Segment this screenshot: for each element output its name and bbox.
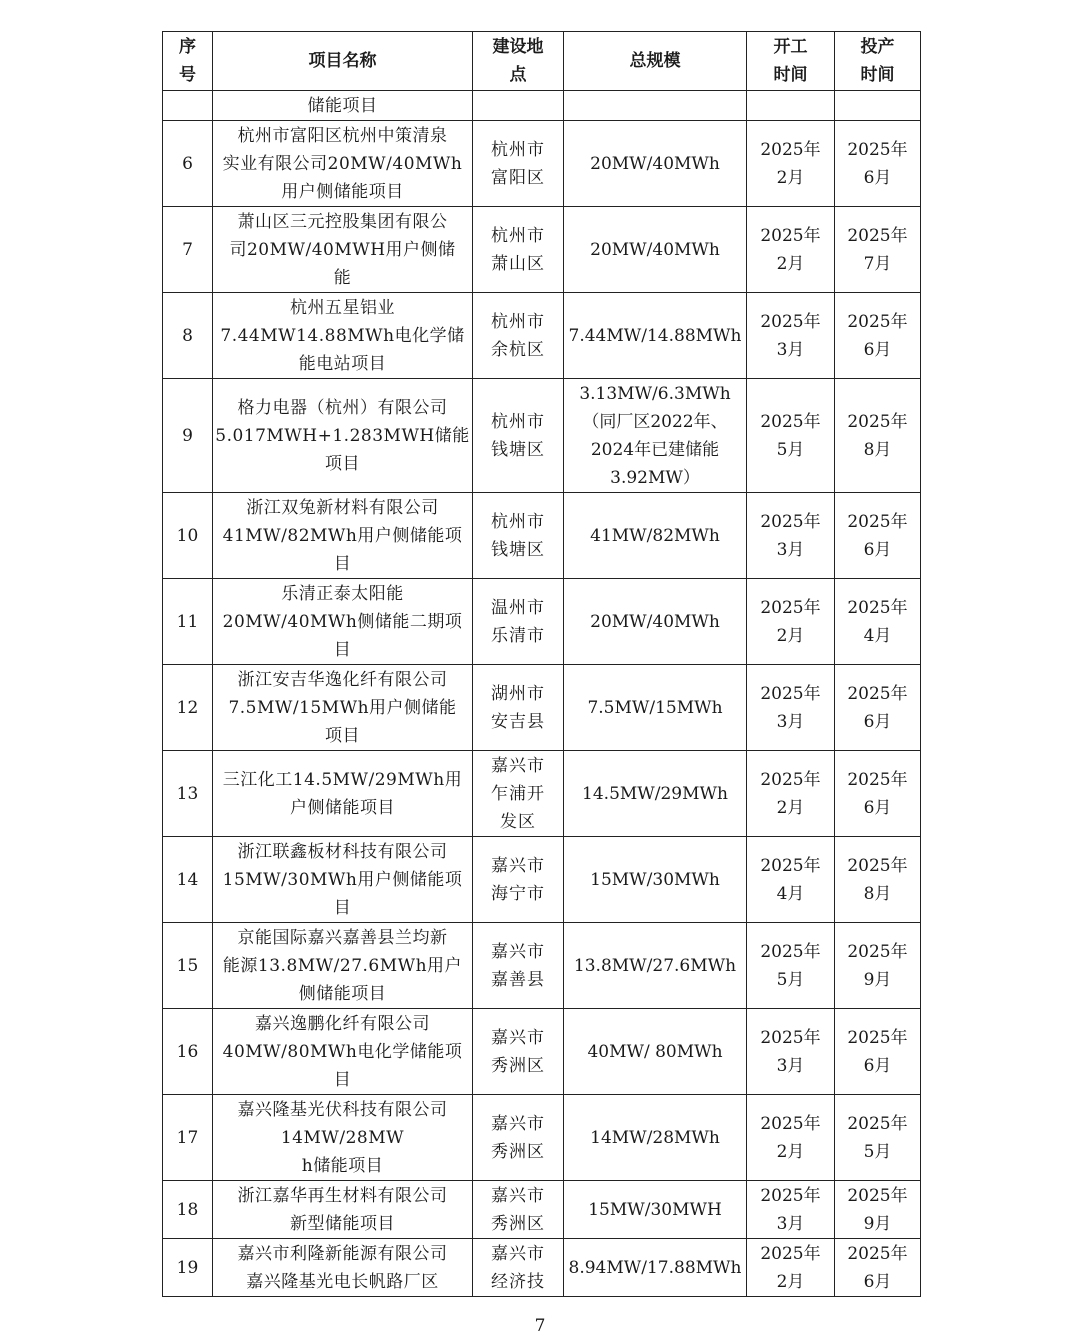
seq-cell (163, 1181, 213, 1239)
cell-line: 2025年 (847, 411, 908, 432)
cell-line: 新型储能项目 (290, 1213, 395, 1234)
production-time-cell (835, 91, 921, 121)
project-name-cell (213, 493, 473, 579)
cell-line: 13 (176, 783, 199, 804)
project-name-cell (213, 1239, 473, 1297)
table-row (163, 837, 921, 923)
cell-line: 2025年 (847, 769, 908, 790)
cell-line: 6月 (863, 339, 892, 360)
project-name-cell (213, 207, 473, 293)
cell-line: 40MW/ 80MWh (587, 1041, 723, 1062)
cell-line: 17 (176, 1127, 199, 1148)
cell-line: 乐清正泰太阳能 (281, 583, 404, 604)
cell-line: 杭州市 (491, 225, 545, 246)
cell-line: 5月 (863, 1141, 892, 1162)
cell-line: 嘉兴隆基光电长帆路厂区 (246, 1271, 439, 1292)
location-cell (473, 751, 564, 837)
header-production-time (835, 32, 921, 91)
cell-line: 萧山区三元控股集团有限公 (237, 211, 448, 232)
cell-line: 2025年 (847, 1027, 908, 1048)
cell-line: 41MW/82MWh (590, 525, 720, 546)
cell-line: 2025年 (847, 683, 908, 704)
project-name-cell (213, 91, 473, 121)
cell-line: 开工 (773, 37, 808, 57)
table-row (163, 1095, 921, 1181)
cell-line: 杭州市 (491, 311, 545, 332)
cell-line: 3月 (776, 1213, 805, 1234)
location-cell (473, 91, 564, 121)
cell-line: 16 (176, 1041, 199, 1062)
start-time-cell (747, 1181, 835, 1239)
location-cell (473, 665, 564, 751)
scale-cell (564, 751, 747, 837)
location-cell (473, 379, 564, 493)
cell-line: 7.44MW/14.88MWh (568, 325, 742, 346)
cell-line: 20MW/40MWh (590, 239, 720, 260)
cell-line: 2025年 (760, 1113, 821, 1134)
cell-line: 乍浦开 (491, 783, 545, 804)
cell-line: 嘉兴市 (491, 755, 545, 776)
cell-line: 嘉兴市 (491, 1027, 545, 1048)
cell-line: 3月 (776, 711, 805, 732)
production-time-cell (835, 293, 921, 379)
header-scale (564, 32, 747, 91)
seq-cell (163, 1095, 213, 1181)
cell-line: 点 (509, 65, 527, 85)
cell-line: 2月 (776, 1271, 805, 1292)
table-row (163, 121, 921, 207)
cell-line: 海宁市 (491, 883, 545, 904)
start-time-cell (747, 1239, 835, 1297)
scale-cell (564, 579, 747, 665)
cell-line: 14.5MW/29MWh (582, 783, 728, 804)
cell-line: 2025年 (847, 1243, 908, 1264)
cell-line: 2025年 (760, 941, 821, 962)
seq-cell (163, 379, 213, 493)
cell-line: 5月 (776, 439, 805, 460)
cell-line: 4月 (776, 883, 805, 904)
table-row (163, 665, 921, 751)
cell-line: 11 (176, 611, 199, 632)
cell-line: 3月 (776, 539, 805, 560)
cell-line: 能电站项目 (298, 353, 387, 374)
project-name-cell (213, 751, 473, 837)
cell-line: 8 (182, 325, 193, 346)
start-time-cell (747, 751, 835, 837)
project-name-cell (213, 379, 473, 493)
cell-line: 杭州市 (491, 511, 545, 532)
cell-line: 实业有限公司20MW/40MWh (222, 153, 463, 174)
scale-cell (564, 1239, 747, 1297)
project-name-cell (213, 1009, 473, 1095)
cell-line: 4月 (863, 625, 892, 646)
cell-line: 7.44MW14.88MWh电化学储 (220, 325, 465, 346)
cell-line: 嘉兴市 (491, 1185, 545, 1206)
cell-line: h储能项目 (301, 1155, 384, 1176)
seq-cell (163, 91, 213, 121)
start-time-cell (747, 493, 835, 579)
start-time-cell (747, 1095, 835, 1181)
project-name-cell (213, 1181, 473, 1239)
seq-cell (163, 579, 213, 665)
cell-line: 2025年 (847, 225, 908, 246)
cell-line: 2025年 (847, 511, 908, 532)
cell-line: 经济技 (491, 1271, 545, 1292)
cell-line: 8月 (863, 439, 892, 460)
cell-line: 2024年已建储能 (590, 439, 720, 460)
cell-line: 3.92MW） (610, 467, 700, 488)
cell-line: 2月 (776, 253, 805, 274)
production-time-cell (835, 665, 921, 751)
cell-line: 杭州市 (491, 411, 545, 432)
start-time-cell (747, 293, 835, 379)
project-name-cell (213, 665, 473, 751)
cell-line: 15MW/30MWh用户侧储能项 (222, 869, 463, 890)
cell-line: 余杭区 (491, 339, 545, 360)
cell-line: 2025年 (760, 855, 821, 876)
cell-line: 6月 (863, 711, 892, 732)
table-body (163, 91, 921, 1297)
cell-line: 嘉善县 (491, 969, 545, 990)
table-row (163, 579, 921, 665)
cell-line: 2025年 (760, 511, 821, 532)
cell-line: 41MW/82MWh用户侧储能项 (222, 525, 463, 546)
cell-line: 用户侧储能项目 (281, 181, 404, 202)
location-cell (473, 1181, 564, 1239)
cell-line: 15 (176, 955, 199, 976)
cell-line: 6月 (863, 539, 892, 560)
scale-cell (564, 379, 747, 493)
seq-cell (163, 293, 213, 379)
production-time-cell (835, 493, 921, 579)
seq-cell (163, 751, 213, 837)
scale-cell (564, 1009, 747, 1095)
cell-line: 目 (333, 553, 352, 574)
project-name-cell (213, 837, 473, 923)
scale-cell (564, 665, 747, 751)
cell-line: 6月 (863, 1271, 892, 1292)
cell-line: 9 (182, 425, 193, 446)
cell-line: 2025年 (847, 855, 908, 876)
scale-cell (564, 493, 747, 579)
cell-line: 2025年 (847, 597, 908, 618)
cell-line: 发区 (500, 811, 536, 832)
cell-line: 14 (176, 869, 199, 890)
cell-line: 浙江联鑫板材科技有限公司 (237, 841, 448, 862)
cell-line: 13.8MW/27.6MWh (573, 955, 737, 976)
table-row (163, 493, 921, 579)
header-location (473, 32, 564, 91)
cell-line: 7.5MW/15MWh用户侧储能 (228, 697, 457, 718)
cell-line: 8月 (863, 883, 892, 904)
location-cell (473, 1095, 564, 1181)
header-start-time (747, 32, 835, 91)
cell-line: 9月 (863, 969, 892, 990)
cell-line: 18 (176, 1199, 199, 1220)
cell-line: 浙江嘉华再生材料有限公司 (237, 1185, 448, 1206)
cell-line: 6月 (863, 797, 892, 818)
cell-line: 杭州五星铝业 (290, 297, 395, 318)
cell-line: 15MW/30MWh (590, 869, 720, 890)
table-row (163, 1009, 921, 1095)
table-header-row (163, 32, 921, 91)
cell-line: 嘉兴市 (491, 941, 545, 962)
seq-cell (163, 923, 213, 1009)
cell-line: 14MW/28MWh (590, 1127, 720, 1148)
cell-line: 7 (182, 239, 193, 260)
cell-line: 项目名称 (308, 51, 377, 71)
production-time-cell (835, 923, 921, 1009)
cell-line: 7月 (863, 253, 892, 274)
location-cell (473, 493, 564, 579)
table-row (163, 1239, 921, 1297)
cell-line: 嘉兴市 (491, 1243, 545, 1264)
cell-line: 2025年 (760, 139, 821, 160)
cell-line: 20MW/40MWh (590, 153, 720, 174)
cell-line: 温州市 (491, 597, 545, 618)
start-time-cell (747, 1009, 835, 1095)
cell-line: 序 (179, 37, 196, 57)
cell-line: 5月 (776, 969, 805, 990)
production-time-cell (835, 579, 921, 665)
cell-line: 目 (333, 639, 352, 660)
cell-line: 2025年 (847, 941, 908, 962)
project-name-cell (213, 579, 473, 665)
table-row (163, 293, 921, 379)
cell-line: 总规模 (629, 51, 681, 71)
table-row (163, 751, 921, 837)
cell-line: 2025年 (760, 769, 821, 790)
cell-line: 2月 (776, 167, 805, 188)
project-name-cell (213, 923, 473, 1009)
cell-line: 钱塘区 (491, 539, 545, 560)
production-time-cell (835, 751, 921, 837)
seq-cell (163, 493, 213, 579)
cell-line: 6 (182, 153, 193, 174)
cell-line: 2月 (776, 1141, 805, 1162)
start-time-cell (747, 207, 835, 293)
cell-line: 2025年 (760, 411, 821, 432)
production-time-cell (835, 1181, 921, 1239)
cell-line: 3.13MW/6.3MWh (579, 383, 731, 404)
cell-line: 嘉兴逸鹏化纤有限公司 (255, 1013, 430, 1034)
project-name-cell (213, 1095, 473, 1181)
cell-line: 能源13.8MW/27.6MWh用户 (222, 955, 463, 976)
cell-line: 秀洲区 (491, 1213, 545, 1234)
table-row (163, 91, 921, 121)
cell-line: 2025年 (760, 683, 821, 704)
project-table (162, 31, 921, 1297)
scale-cell (564, 837, 747, 923)
cell-line: 三江化工14.5MW/29MWh用 (222, 769, 463, 790)
cell-line: 2025年 (847, 139, 908, 160)
cell-line: 2月 (776, 625, 805, 646)
production-time-cell (835, 837, 921, 923)
scale-cell (564, 923, 747, 1009)
location-cell (473, 579, 564, 665)
cell-line: 户侧储能项目 (290, 797, 395, 818)
cell-line: 7.5MW/15MWh (587, 697, 723, 718)
cell-line: 9月 (863, 1213, 892, 1234)
production-time-cell (835, 379, 921, 493)
cell-line: 2025年 (847, 1113, 908, 1134)
location-cell (473, 293, 564, 379)
cell-line: 8.94MW/17.88MWh (568, 1257, 742, 1278)
production-time-cell (835, 207, 921, 293)
start-time-cell (747, 837, 835, 923)
production-time-cell (835, 121, 921, 207)
cell-line: 19 (176, 1257, 199, 1278)
seq-cell (163, 207, 213, 293)
cell-line: 时间 (773, 65, 808, 85)
cell-line: 2025年 (760, 597, 821, 618)
cell-line: 嘉兴市利隆新能源有限公司 (237, 1243, 448, 1264)
cell-line: 储能项目 (307, 95, 378, 116)
scale-cell (564, 293, 747, 379)
location-cell (473, 923, 564, 1009)
cell-line: 5.017MWH+1.283MWH储能 (215, 425, 470, 446)
cell-line: 钱塘区 (491, 439, 545, 460)
cell-line: 嘉兴市 (491, 855, 545, 876)
location-cell (473, 1239, 564, 1297)
seq-cell (163, 837, 213, 923)
cell-line: 湖州市 (491, 683, 545, 704)
cell-line: 2025年 (760, 1243, 821, 1264)
header-seq (163, 32, 213, 91)
cell-line: 20MW/40MWh (590, 611, 720, 632)
cell-line: 嘉兴市 (491, 1113, 545, 1134)
project-name-cell (213, 121, 473, 207)
cell-line: 目 (333, 897, 352, 918)
cell-line: 秀洲区 (491, 1141, 545, 1162)
cell-line: 6月 (863, 1055, 892, 1076)
cell-line: （同厂区2022年、 (582, 411, 728, 432)
cell-line: 3月 (776, 1055, 805, 1076)
cell-line: 20MW/40MWh侧储能二期项 (222, 611, 463, 632)
cell-line: 2025年 (760, 311, 821, 332)
start-time-cell (747, 665, 835, 751)
cell-line: 浙江双兔新材料有限公司 (246, 497, 439, 518)
production-time-cell (835, 1009, 921, 1095)
cell-line: 15MW/30MWH (588, 1199, 722, 1220)
seq-cell (163, 121, 213, 207)
cell-line: 投产 (860, 37, 895, 57)
scale-cell (564, 207, 747, 293)
cell-line: 司20MW/40MWH用户侧储 (229, 239, 456, 260)
start-time-cell (747, 121, 835, 207)
location-cell (473, 207, 564, 293)
location-cell (473, 121, 564, 207)
cell-line: 杭州市 (491, 139, 545, 160)
page-number: 7 (534, 1316, 546, 1336)
cell-line: 2025年 (847, 311, 908, 332)
cell-line: 杭州市富阳区杭州中策清泉 (237, 125, 448, 146)
cell-line: 目 (333, 1069, 352, 1090)
cell-line: 秀洲区 (491, 1055, 545, 1076)
seq-cell (163, 665, 213, 751)
seq-cell (163, 1239, 213, 1297)
cell-line: 号 (179, 65, 196, 85)
start-time-cell (747, 91, 835, 121)
start-time-cell (747, 379, 835, 493)
location-cell (473, 1009, 564, 1095)
seq-cell (163, 1009, 213, 1095)
cell-line: 2025年 (760, 1027, 821, 1048)
header-project-name (213, 32, 473, 91)
cell-line: 3月 (776, 339, 805, 360)
production-time-cell (835, 1239, 921, 1297)
cell-line: 格力电器（杭州）有限公司 (237, 397, 448, 418)
cell-line: 10 (176, 525, 199, 546)
cell-line: 2月 (776, 797, 805, 818)
cell-line: 2025年 (760, 1185, 821, 1206)
scale-cell (564, 1181, 747, 1239)
scale-cell (564, 91, 747, 121)
project-name-cell (213, 293, 473, 379)
cell-line: 建设地 (492, 37, 544, 57)
cell-line: 12 (176, 697, 199, 718)
cell-line: 嘉兴隆基光伏科技有限公司 (237, 1099, 448, 1120)
cell-line: 能 (333, 267, 352, 288)
scale-cell (564, 121, 747, 207)
cell-line: 14MW/28MW (280, 1127, 405, 1148)
table-row (163, 207, 921, 293)
scale-cell (564, 1095, 747, 1181)
cell-line: 2025年 (847, 1185, 908, 1206)
table-row (163, 379, 921, 493)
cell-line: 项目 (325, 453, 360, 474)
start-time-cell (747, 923, 835, 1009)
cell-line: 乐清市 (491, 625, 545, 646)
cell-line: 萧山区 (491, 253, 545, 274)
cell-line: 富阳区 (491, 167, 545, 188)
location-cell (473, 837, 564, 923)
cell-line: 6月 (863, 167, 892, 188)
cell-line: 时间 (860, 65, 895, 85)
cell-line: 侧储能项目 (298, 983, 387, 1004)
production-time-cell (835, 1095, 921, 1181)
table-row (163, 923, 921, 1009)
cell-line: 40MW/80MWh电化学储能项 (222, 1041, 463, 1062)
start-time-cell (747, 579, 835, 665)
cell-line: 浙江安吉华逸化纤有限公司 (237, 669, 448, 690)
cell-line: 项目 (325, 725, 360, 746)
cell-line: 京能国际嘉兴嘉善县兰均新 (237, 927, 448, 948)
table-row (163, 1181, 921, 1239)
cell-line: 2025年 (760, 225, 821, 246)
cell-line: 安吉县 (491, 711, 545, 732)
